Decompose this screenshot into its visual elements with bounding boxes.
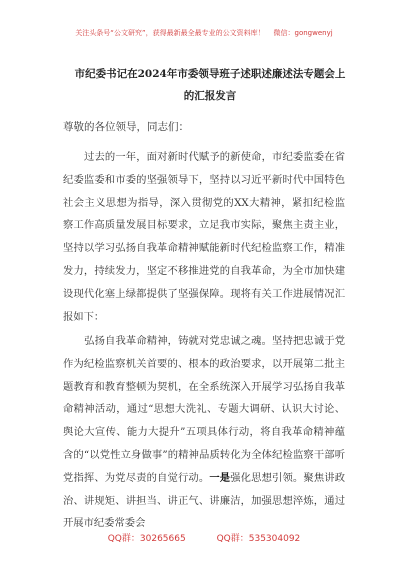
footer-qq-group-2: QQ群：535304092 [216, 534, 301, 544]
paragraph-2 [63, 330, 345, 535]
footer-qq-group-1: QQ群：30265665 [107, 534, 186, 544]
paragraph-2-bold-lead: 一是 [209, 471, 231, 484]
paragraph-2-intro: 弘扬自我革命精神，铸就对党忠诚之魂。坚持把忠诚于党作为纪检监察机关首要的、根本的政治要求，以开展第二批主题教育和教育整顿为契机，在全系统深入开展学习弘扬自我革命精神活动，通过“思想大洗礼、专题大调研、认识大讨论、舆论大宣传、能力大提升”五项具体行动，将自我革命精神蕴含的“以党性立身做事”的精神品质转化为全体纪检监察干部听党指挥、为党尽责的自觉行动。 [63, 335, 345, 484]
footer [0, 533, 408, 545]
paragraph-2-rest: 强化思想引领。聚焦讲政治、讲规矩、讲担当、讲正气、讲廉洁，加强思想淬炼，通过开展市纪委常委会 [63, 471, 346, 530]
banner-text: 关注头条号“公文研究”，获得最新最全最专业的公文资料库！ [75, 29, 265, 37]
salutation: 尊敬的各位领导，同志们： [63, 121, 189, 133]
banner-separator [267, 29, 271, 37]
paragraph-1: 过去的一年，面对新时代赋予的新使命，市纪委监委在省纪委监委和市委的坚强领导下，坚持以习近平新时代中国特色社会主义思想为指导，深入贯彻党的XX大精神，紧扣纪检监察工作高质量发展目标要求，立足我市实际，聚焦主责主业，坚持以学习弘扬自我革命精神赋能新时代纪检监察工作，精准发力，持续发力，坚定不移推进党的自我革命，为全市加快建设现代化塞上绿都提供了坚强保障。现将有关工作进展情况汇报如下： [63, 151, 345, 323]
document-title-line2: 的汇报发言 [183, 90, 237, 102]
document-title-line1: 市纪委书记在2024年市委领导班子述职述廉述法专题会上 [74, 68, 346, 80]
header-banner [0, 28, 408, 38]
banner-wechat: 微信：gongwenyj [273, 29, 333, 37]
